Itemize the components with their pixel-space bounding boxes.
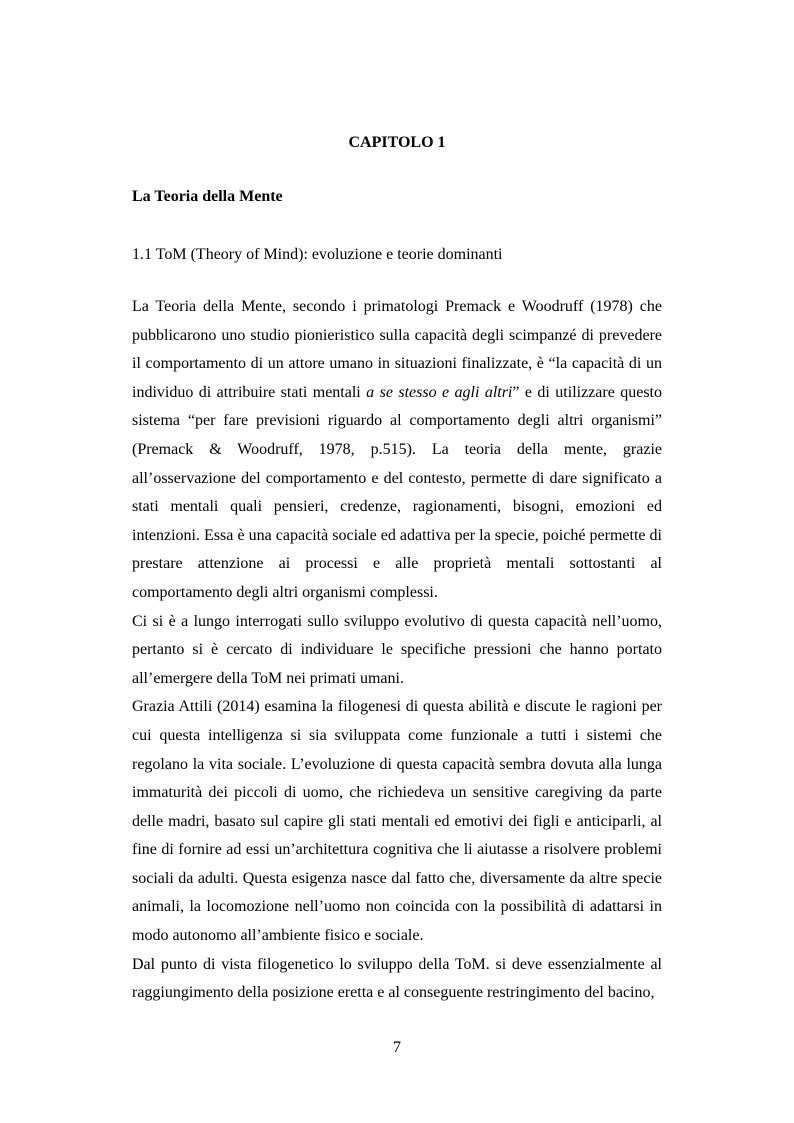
paragraph-1	[132, 293, 662, 608]
paragraph-2: Ci si è a lungo interrogati sullo sviluppo evolutivo di questa capacità nell’uomo, pertanto si è cercato di individuare le specifiche pressioni che hanno portato all’emergere della ToM nei primati umani.	[132, 612, 662, 687]
section-title: La Teoria della Mente	[132, 188, 283, 205]
paragraph-4: Dal punto di vista filogenetico lo sviluppo della ToM. si deve essenzialmente al raggiungimento della posizione eretta e al conseguente restringimento del bacino,	[132, 955, 662, 1002]
paragraph-1-part-a: La Teoria della Mente, secondo i primatologi Premack e Woodruff (1978) che pubblicarono uno studio pionieristico sulla capacità degli scimpanzé di prevedere il comportamento di un attore umano in situazioni finalizzate, è “la capacità di un individuo di attribuire stati mentali	[132, 298, 662, 401]
subsection-title: 1.1 ToM (Theory of Mind): evoluzione e teorie dominanti	[132, 246, 503, 263]
page-number: 7	[393, 1039, 401, 1056]
paragraph-1-italic: a se stesso e agli altri	[366, 383, 513, 401]
chapter-heading: CAPITOLO 1	[348, 134, 446, 151]
paragraph-3: Grazia Attili (2014) esamina la filogenesi di questa abilità e discute le ragioni per cui questa intelligenza si sia sviluppata come funzionale a tutti i sistemi che regolano la vita sociale. L’evoluzione di questa capacità sembra dovuta alla lunga immaturità dei piccoli di uomo, che richiedeva un sensitive caregiving da parte delle madri, basato sul capire gli stati mentali ed emotivi dei figli e anticiparli, al fine di fornire ad essi un’architettura cognitiva che li aiutasse a risolvere problemi sociali da adulti. Questa esigenza nasce dal fatto che, diversamente da altre specie animali, la locomozione nell’uomo non coincida con la possibilità di adattarsi in modo autonomo all’ambiente fisico e sociale.	[132, 698, 662, 945]
body-text	[132, 293, 662, 1008]
paragraph-1-part-b: ” e di utilizzare questo sistema “per fare previsioni riguardo al comportamento degli altri organismi” (Premack & Woodruff, 1978, p.515). La teoria della mente, grazie all’osservazione del comportamento e del contesto, permette di dare significato a stati mentali quali pensieri, credenze, ragionamenti, bisogni, emozioni ed intenzioni. Essa è una capacità sociale ed adattiva per la specie, poiché permette di prestare attenzione ai processi e alle proprietà mentali sottostanti al comportamento degli altri organismi complessi.	[132, 383, 663, 601]
